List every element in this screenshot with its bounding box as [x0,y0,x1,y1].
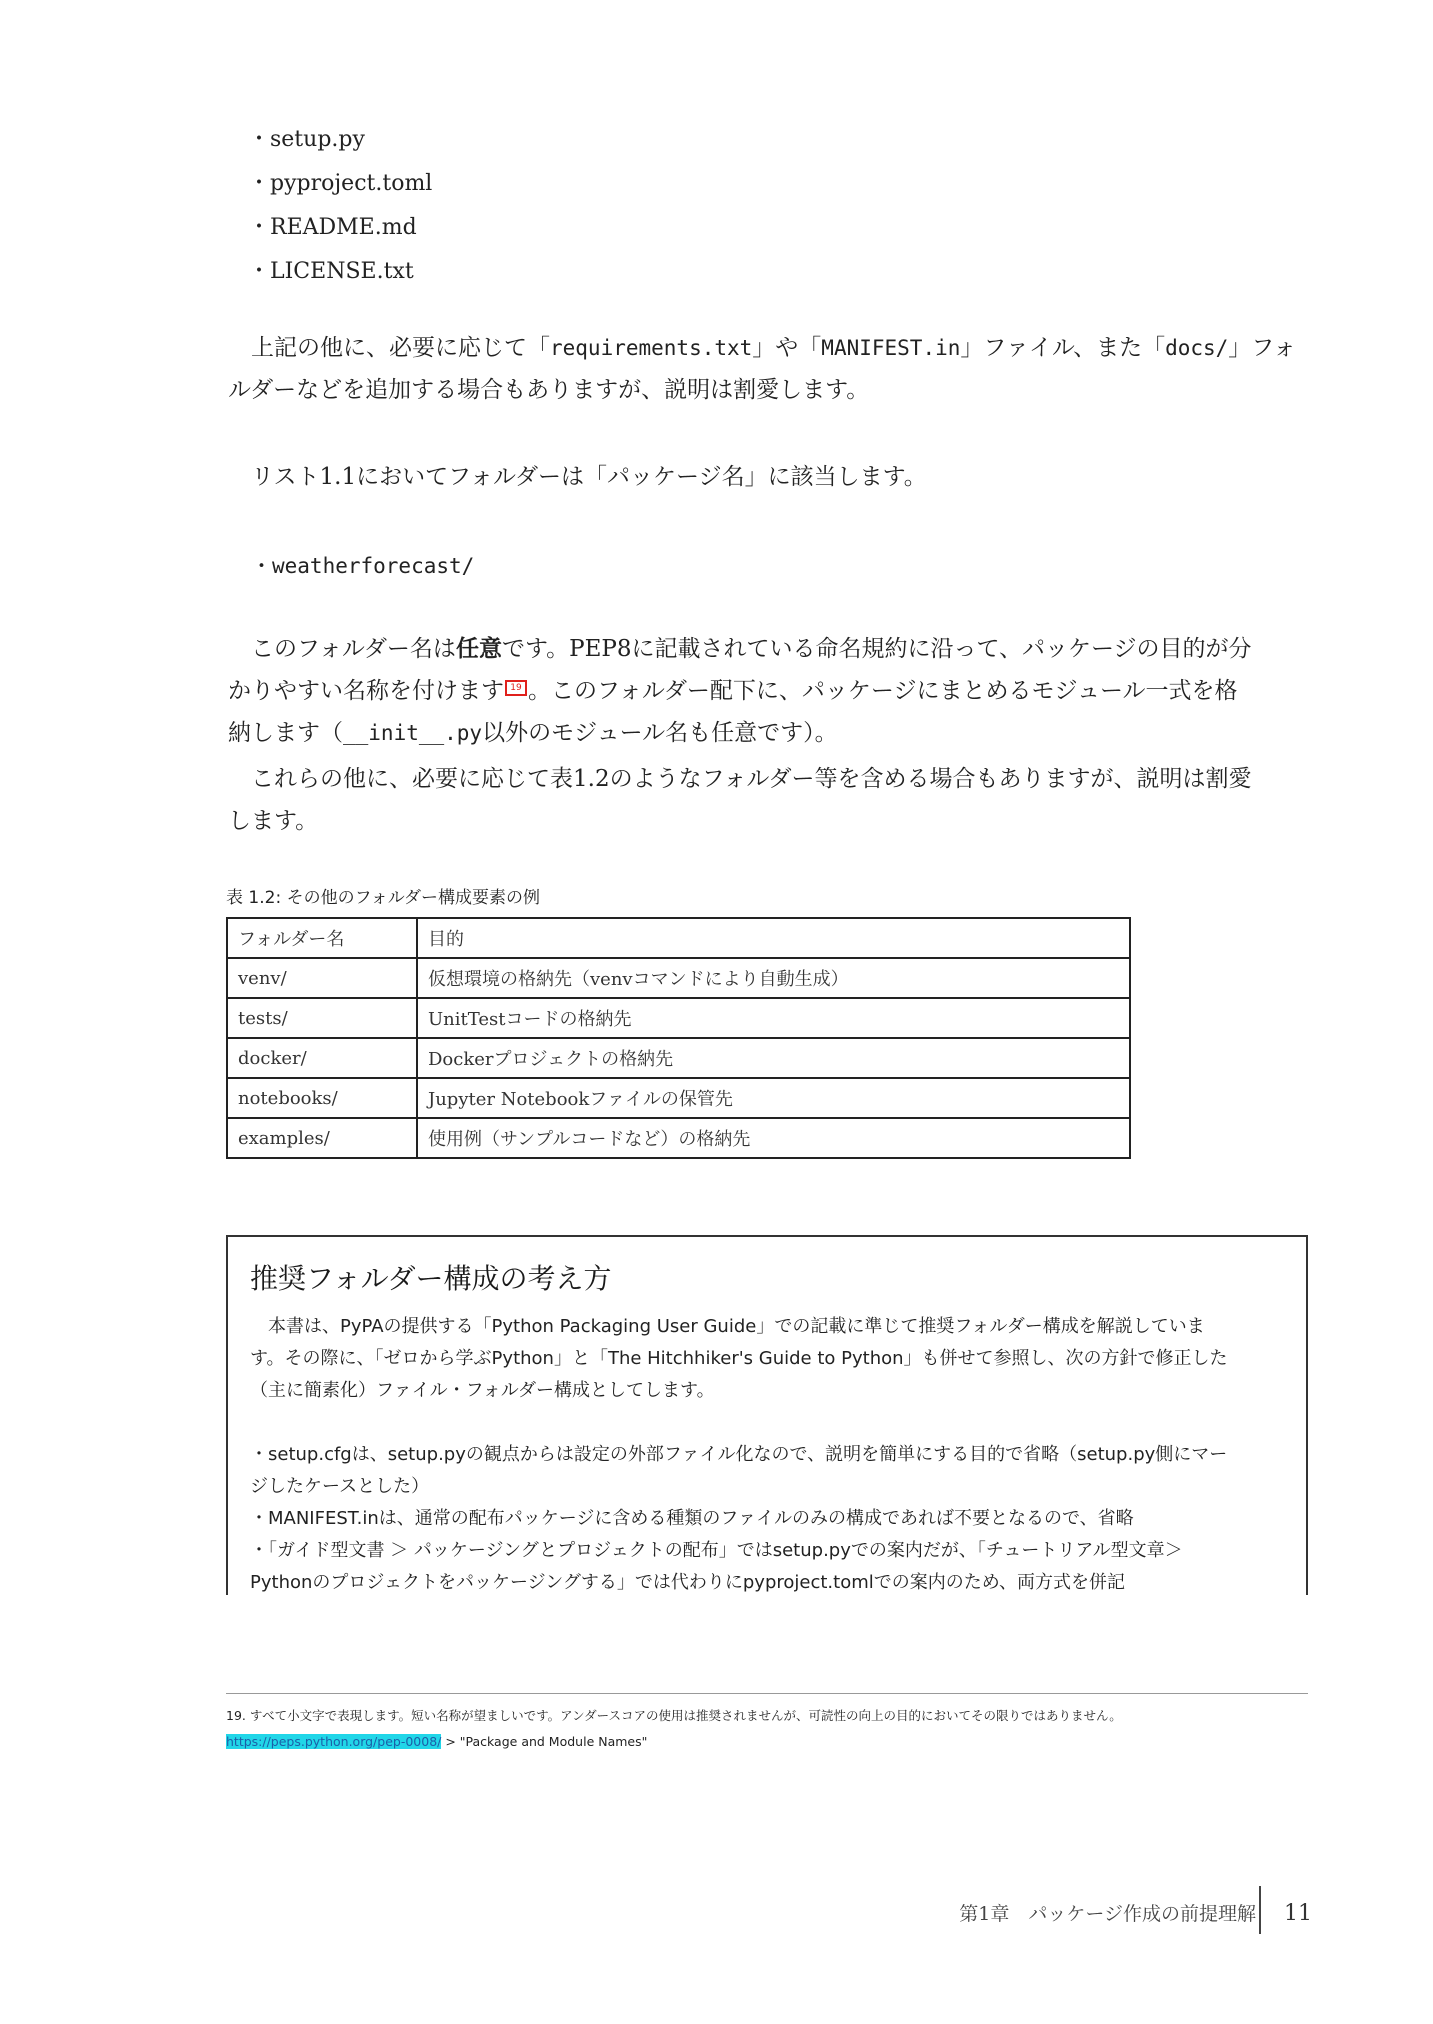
inline-code: MANIFEST.in [821,336,961,360]
table-row [227,998,1130,1038]
table-row [227,1078,1130,1118]
table-cell: docker/ [227,1038,417,1078]
table-cell: Jupyter Notebookファイルの保管先 [417,1078,1130,1118]
list-item: ・README.md [248,215,417,240]
paragraph-line: これらの他に、必要に応じて表1.2のようなフォルダー等を含める場合もありますが、説明は割愛 [251,766,1252,792]
table-cell: examples/ [227,1118,417,1158]
footnote-source: https://peps.python.org/pep-0008/ > "Package and Module Names" [226,1734,648,1749]
file-list [248,118,432,294]
paragraph-listing: リスト1.1においてフォルダーは「パッケージ名」に該当します。 [251,464,927,490]
table-cell: フォルダー名 [227,918,417,958]
box-line: （主に簡素化）ファイル・フォルダー構成としてします。 [250,1380,715,1401]
table-cell: notebooks/ [227,1078,417,1118]
table-cell: 使用例（サンプルコードなど）の格納先 [417,1118,1130,1158]
box-line: ・setup.cfgは、setup.pyの観点からは設定の外部ファイル化なので、説明を簡単にする目的で省略（setup.py側にマー [250,1444,1228,1465]
box-line: す。その際に、「ゼロから学ぶPython」と「The Hitchhiker's Guide to Python」も併せて参照し、次の方針で修正した [250,1348,1228,1369]
footer-divider [1259,1886,1261,1934]
footnote-reference-link[interactable]: 19 [505,680,527,696]
box-line: ジしたケースとした） [250,1476,430,1497]
list-item: ・pyproject.toml [248,171,433,196]
inline-code: __init__.py [343,721,483,745]
table-header-row [227,918,1130,958]
table-cell: tests/ [227,998,417,1038]
folder-item: ・weatherforecast/ [251,554,475,578]
page-number: 11 [1284,1901,1312,1926]
footnote [226,1703,1316,1755]
table-row [227,958,1130,998]
paragraph-line: します。 [228,808,319,834]
table-row [227,1038,1130,1078]
paragraph-line: 上記の他に、必要に応じて「requirements.txt」や「MANIFEST.in」ファイル、また「docs/」フォ [251,335,1297,361]
box-line: ・「ガイド型文書 ＞ パッケージングとプロジェクトの配布」ではsetup.pyでの案内だが、「チュートリアル型文章＞ [250,1540,1183,1561]
table-row [227,1118,1130,1158]
paragraph-naming [228,628,1318,754]
paragraph-optional-folders [228,758,1318,842]
table-cell: 目的 [417,918,1130,958]
paragraph-line: このフォルダー名は任意です。PEP8に記載されている命名規約に沿って、パッケージの目的が分 [251,636,1252,662]
table-cell: 仮想環境の格納先（venvコマンドにより自動生成） [417,958,1130,998]
box-title: 推奨フォルダー構成の考え方 [250,1262,612,1295]
list-item: ・setup.py [248,127,365,152]
box-line: Pythonのプロジェクトをパッケージングする」では代わりにpyproject.tomlでの案内のため、両方式を併記 [250,1572,1126,1593]
footnote-text: 19. すべて小文字で表現します。短い名称が望ましいです。アンダースコアの使用は推奨されませんが、可読性の向上の目的においてその限りではありません。 [226,1708,1122,1723]
box-line: 本書は、PyPAの提供する「Python Packaging User Guide」での記載に準じて推奨フォルダー構成を解説していま [250,1316,1205,1337]
inline-code: docs/ [1165,336,1229,360]
table-cell: UnitTestコードの格納先 [417,998,1130,1038]
footnote-url-link[interactable]: https://peps.python.org/pep-0008/ [226,1734,442,1749]
paragraph-line: 納します（__init__.py以外のモジュール名も任意です）。 [228,720,838,746]
column-box [226,1235,1308,1595]
paragraph-line: ルダーなどを追加する場合もありますが、説明は割愛します。 [228,377,870,403]
running-footer-title: 第1章 パッケージ作成の前提理解 [959,1903,1256,1925]
box-body [250,1311,1290,1595]
table-cell: venv/ [227,958,417,998]
emphasis: 任意 [455,636,502,662]
table-cell: Dockerプロジェクトの格納先 [417,1038,1130,1078]
spacer [250,1407,1290,1439]
paragraph-other-files [228,327,1318,411]
folder-table [226,917,1131,1159]
box-line: ・MANIFEST.inは、通常の配布パッケージに含める種類のファイルのみの構成であれば不要となるので、省略 [250,1508,1134,1529]
inline-code: requirements.txt [550,336,753,360]
footnote-divider [226,1693,1308,1694]
table-caption: 表 1.2: その他のフォルダー構成要素の例 [226,888,541,908]
list-item: ・LICENSE.txt [248,259,414,284]
paragraph-line: かりやすい名称を付けます 19 。このフォルダー配下に、パッケージにまとめるモジュール一式を格 [228,678,1238,704]
